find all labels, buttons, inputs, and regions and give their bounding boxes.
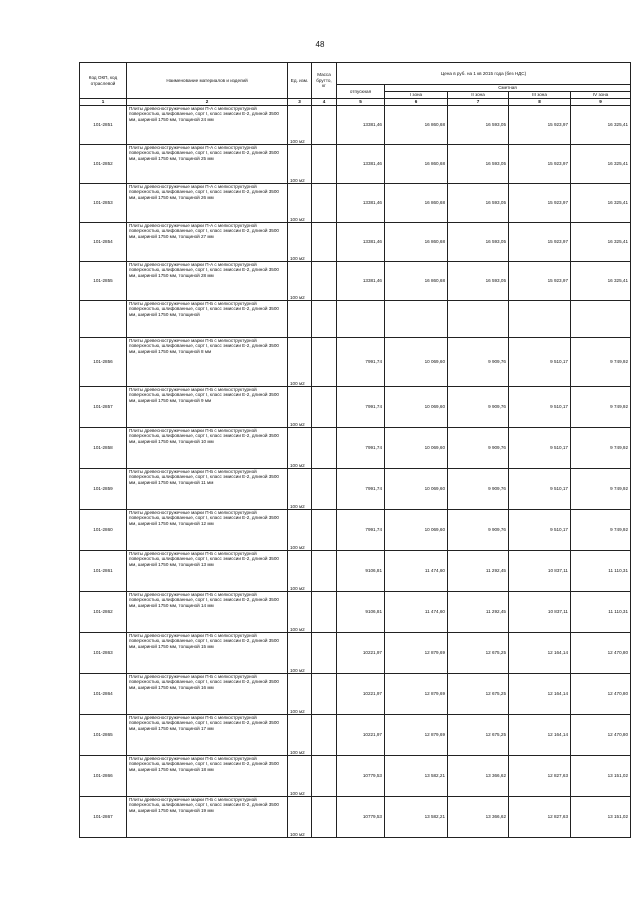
zone-1-price: 10 069,60 (385, 338, 448, 387)
unit-cell: 100 м2 (288, 756, 312, 797)
zone-3-price: 9 510,17 (509, 510, 571, 551)
column-number: 7 (448, 99, 509, 106)
header-zone-4: IV зона (571, 92, 631, 99)
product-code: 101-2863 (80, 633, 127, 674)
zone-3-price: 15 923,97 (509, 223, 571, 262)
product-code: 101-2860 (80, 510, 127, 551)
zone-1-price (385, 301, 448, 338)
release-price: 7991,74 (337, 510, 385, 551)
mass-cell (312, 510, 337, 551)
page-number: 48 (315, 40, 325, 49)
unit-cell: 100 м2 (288, 797, 312, 838)
release-price: 13381,46 (337, 106, 385, 145)
mass-cell (312, 756, 337, 797)
unit-cell: 100 м2 (288, 428, 312, 469)
release-price: 7991,74 (337, 428, 385, 469)
zone-2-price: 16 593,05 (448, 145, 509, 184)
zone-1-price: 13 582,21 (385, 797, 448, 838)
zone-2-price: 9 909,76 (448, 428, 509, 469)
zone-2-price: 16 593,05 (448, 106, 509, 145)
column-number: 6 (385, 99, 448, 106)
zone-3-price: 15 923,97 (509, 184, 571, 223)
zone-2-price: 16 593,05 (448, 184, 509, 223)
zone-2-price: 9 909,76 (448, 469, 509, 510)
zone-1-price: 10 069,60 (385, 469, 448, 510)
zone-3-price: 15 923,97 (509, 145, 571, 184)
release-price: 13381,46 (337, 262, 385, 301)
zone-4-price: 16 325,41 (571, 145, 631, 184)
product-name: Плиты древесностружечные марки П-Б с мелкоструктурной поверхностью, шлифованные, сорт I, класс эмиссии Е-2, длиной 3500 мм, шириной 1750 мм, толщиной 17 мм (127, 715, 288, 756)
mass-cell (312, 223, 337, 262)
zone-1-price: 12 879,69 (385, 674, 448, 715)
zone-1-price: 12 879,69 (385, 715, 448, 756)
header-zone-1: I зона (385, 92, 448, 99)
product-name: Плиты древесностружечные марки П-А с мелкоструктурной поверхностью, шлифованные, сорт I, класс эмиссии Е-2, длиной 3500 мм, шириной 1750 мм, толщиной 24 мм (127, 106, 288, 145)
mass-cell (312, 184, 337, 223)
price-table (79, 62, 631, 838)
product-code: 101-2857 (80, 387, 127, 428)
product-name: Плиты древесностружечные марки П-Б с мелкоструктурной поверхностью, шлифованные, сорт I, класс эмиссии Е-2, длиной 3500 мм, шириной 1750 мм, толщиной 14 мм (127, 592, 288, 633)
header-code: Код ОКП, код отраслевой (80, 63, 127, 99)
release-price: 13381,46 (337, 184, 385, 223)
zone-3-price: 12 164,14 (509, 633, 571, 674)
zone-2-price: 12 675,25 (448, 633, 509, 674)
product-code: 101-2858 (80, 428, 127, 469)
product-code: 101-2851 (80, 106, 127, 145)
column-number-row (80, 99, 631, 106)
unit-cell: 100 м2 (288, 184, 312, 223)
product-code: 101-2852 (80, 145, 127, 184)
unit-cell: 100 м2 (288, 592, 312, 633)
zone-3-price: 15 923,97 (509, 262, 571, 301)
table-row (80, 510, 631, 551)
zone-3-price (509, 301, 571, 338)
zone-1-price: 16 860,68 (385, 145, 448, 184)
zone-2-price: 11 292,45 (448, 551, 509, 592)
unit-cell: 100 м2 (288, 145, 312, 184)
product-name: Плиты древесностружечные марки П-Б с мелкоструктурной поверхностью, шлифованные, сорт I, класс эмиссии Е-2, длиной 3500 мм, шириной 1750 мм, толщиной 8 мм (127, 338, 288, 387)
unit-cell (288, 301, 312, 338)
zone-4-price: 16 325,41 (571, 184, 631, 223)
table-body (80, 106, 631, 838)
table-row (80, 223, 631, 262)
release-price: 10779,53 (337, 756, 385, 797)
mass-cell (312, 592, 337, 633)
column-number: 1 (80, 99, 127, 106)
table-row (80, 262, 631, 301)
table-row (80, 338, 631, 387)
release-price (337, 301, 385, 338)
product-name: Плиты древесностружечные марки П-Б с мелкоструктурной поверхностью, шлифованные, сорт I, класс эмиссии Е-2, длиной 3500 мм, шириной 1750 мм, толщиной 18 мм (127, 756, 288, 797)
product-name: Плиты древесностружечные марки П-А с мелкоструктурной поверхностью, шлифованные, сорт I, класс эмиссии Е-2, длиной 3500 мм, шириной 1750 мм, толщиной 27 мм (127, 223, 288, 262)
unit-cell: 100 м2 (288, 338, 312, 387)
zone-3-price: 12 827,63 (509, 797, 571, 838)
zone-2-price: 13 366,62 (448, 797, 509, 838)
zone-3-price: 12 164,14 (509, 674, 571, 715)
zone-3-price: 15 923,97 (509, 106, 571, 145)
unit-cell: 100 м2 (288, 106, 312, 145)
zone-2-price: 16 593,05 (448, 262, 509, 301)
column-number: 3 (288, 99, 312, 106)
table-header (80, 63, 631, 106)
header-price-group: Цена в руб. на 1 кв 2015 года (без НДС) (337, 63, 631, 85)
product-code: 101-2864 (80, 674, 127, 715)
zone-4-price: 16 325,41 (571, 106, 631, 145)
zone-2-price: 12 675,25 (448, 715, 509, 756)
product-code: 101-2861 (80, 551, 127, 592)
product-code: 101-2853 (80, 184, 127, 223)
release-price: 13381,46 (337, 223, 385, 262)
zone-4-price: 16 325,41 (571, 262, 631, 301)
header-unit: Ед. изм. (288, 63, 312, 99)
zone-2-price: 12 675,25 (448, 674, 509, 715)
table-row (80, 145, 631, 184)
zone-1-price: 11 474,60 (385, 551, 448, 592)
unit-cell: 100 м2 (288, 510, 312, 551)
column-number: 2 (127, 99, 288, 106)
unit-cell: 100 м2 (288, 387, 312, 428)
zone-4-price: 11 110,31 (571, 592, 631, 633)
release-price: 7991,74 (337, 469, 385, 510)
zone-3-price: 9 510,17 (509, 387, 571, 428)
product-name: Плиты древесностружечные марки П-Б с мелкоструктурной поверхностью, шлифованные, сорт I, класс эмиссии Е-2, длиной 3500 мм, шириной 1750 мм, толщиной 10 мм (127, 428, 288, 469)
zone-2-price: 16 593,05 (448, 223, 509, 262)
mass-cell (312, 106, 337, 145)
product-name: Плиты древесностружечные марки П-Б с мелкоструктурной поверхностью, шлифованные, сорт I, класс эмиссии Е-2, длиной 3500 мм, шириной 1750 мм, толщиной (127, 301, 288, 338)
product-name: Плиты древесностружечные марки П-Б с мелкоструктурной поверхностью, шлифованные, сорт I, класс эмиссии Е-2, длиной 3500 мм, шириной 1750 мм, толщиной 15 мм (127, 633, 288, 674)
product-name: Плиты древесностружечные марки П-А с мелкоструктурной поверхностью, шлифованные, сорт I, класс эмиссии Е-2, длиной 3500 мм, шириной 1750 мм, толщиной 26 мм (127, 184, 288, 223)
mass-cell (312, 338, 337, 387)
mass-cell (312, 301, 337, 338)
mass-cell (312, 428, 337, 469)
table-row (80, 301, 631, 338)
release-price: 13381,46 (337, 145, 385, 184)
unit-cell: 100 м2 (288, 674, 312, 715)
mass-cell (312, 145, 337, 184)
table-row (80, 674, 631, 715)
zone-3-price: 10 837,11 (509, 551, 571, 592)
zone-3-price: 12 827,63 (509, 756, 571, 797)
product-code: 101-2859 (80, 469, 127, 510)
zone-1-price: 12 879,69 (385, 633, 448, 674)
zone-1-price: 16 860,68 (385, 184, 448, 223)
zone-2-price: 13 366,62 (448, 756, 509, 797)
zone-3-price: 10 837,11 (509, 592, 571, 633)
zone-2-price (448, 301, 509, 338)
column-number: 4 (312, 99, 337, 106)
zone-4-price: 9 749,92 (571, 469, 631, 510)
table-row (80, 551, 631, 592)
product-code: 101-2866 (80, 756, 127, 797)
release-price: 7991,74 (337, 387, 385, 428)
zone-4-price: 9 749,92 (571, 387, 631, 428)
unit-cell: 100 м2 (288, 223, 312, 262)
unit-cell: 100 м2 (288, 715, 312, 756)
zone-1-price: 16 860,68 (385, 106, 448, 145)
unit-cell: 100 м2 (288, 633, 312, 674)
release-price: 9106,81 (337, 592, 385, 633)
zone-2-price: 9 909,76 (448, 510, 509, 551)
product-name: Плиты древесностружечные марки П-А с мелкоструктурной поверхностью, шлифованные, сорт I, класс эмиссии Е-2, длиной 3500 мм, шириной 1750 мм, толщиной 28 мм (127, 262, 288, 301)
product-code: 101-2862 (80, 592, 127, 633)
column-number: 9 (571, 99, 631, 106)
unit-cell: 100 м2 (288, 262, 312, 301)
zone-4-price: 12 470,80 (571, 715, 631, 756)
zone-4-price: 16 325,41 (571, 223, 631, 262)
unit-cell: 100 м2 (288, 469, 312, 510)
zone-4-price: 11 110,31 (571, 551, 631, 592)
product-code (80, 301, 127, 338)
mass-cell (312, 715, 337, 756)
mass-cell (312, 797, 337, 838)
mass-cell (312, 674, 337, 715)
header-release: отпускная (337, 85, 385, 99)
zone-4-price: 13 151,02 (571, 797, 631, 838)
unit-cell: 100 м2 (288, 551, 312, 592)
product-name: Плиты древесностружечные марки П-Б с мелкоструктурной поверхностью, шлифованные, сорт I, класс эмиссии Е-2, длиной 3500 мм, шириной 1750 мм, толщиной 13 мм (127, 551, 288, 592)
zone-1-price: 16 860,68 (385, 223, 448, 262)
zone-2-price: 9 909,76 (448, 387, 509, 428)
product-name: Плиты древесностружечные марки П-Б с мелкоструктурной поверхностью, шлифованные, сорт I, класс эмиссии Е-2, длиной 3500 мм, шириной 1750 мм, толщиной 12 мм (127, 510, 288, 551)
zone-3-price: 12 164,14 (509, 715, 571, 756)
release-price: 10221,97 (337, 633, 385, 674)
mass-cell (312, 262, 337, 301)
zone-2-price: 11 292,45 (448, 592, 509, 633)
mass-cell (312, 469, 337, 510)
table-row (80, 592, 631, 633)
zone-3-price: 9 510,17 (509, 469, 571, 510)
table-row (80, 469, 631, 510)
zone-1-price: 10 069,60 (385, 510, 448, 551)
product-code: 101-2867 (80, 797, 127, 838)
zone-4-price: 12 470,80 (571, 633, 631, 674)
zone-1-price: 11 474,60 (385, 592, 448, 633)
zone-4-price: 9 749,92 (571, 428, 631, 469)
release-price: 9106,81 (337, 551, 385, 592)
header-name: Наименование материалов и изделий (127, 63, 288, 99)
product-name: Плиты древесностружечные марки П-Б с мелкоструктурной поверхностью, шлифованные, сорт I, класс эмиссии Е-2, длиной 3500 мм, шириной 1750 мм, толщиной 11 мм (127, 469, 288, 510)
zone-1-price: 10 069,60 (385, 387, 448, 428)
release-price: 10221,97 (337, 674, 385, 715)
zone-1-price: 16 860,68 (385, 262, 448, 301)
product-name: Плиты древесностружечные марки П-Б с мелкоструктурной поверхностью, шлифованные, сорт I, класс эмиссии Е-2, длиной 3500 мм, шириной 1750 мм, толщиной 9 мм (127, 387, 288, 428)
release-price: 10779,53 (337, 797, 385, 838)
zone-1-price: 13 582,21 (385, 756, 448, 797)
zone-4-price (571, 301, 631, 338)
product-code: 101-2855 (80, 262, 127, 301)
zone-2-price: 9 909,76 (448, 338, 509, 387)
column-number: 5 (337, 99, 385, 106)
zone-4-price: 13 151,02 (571, 756, 631, 797)
column-number: 8 (509, 99, 571, 106)
table-row (80, 756, 631, 797)
zone-4-price: 12 470,80 (571, 674, 631, 715)
header-estimate: Сметная (385, 85, 631, 92)
table-row (80, 797, 631, 838)
release-price: 10221,97 (337, 715, 385, 756)
product-name: Плиты древесностружечные марки П-А с мелкоструктурной поверхностью, шлифованные, сорт I, класс эмиссии Е-2, длиной 3500 мм, шириной 1750 мм, толщиной 25 мм (127, 145, 288, 184)
product-name: Плиты древесностружечные марки П-Б с мелкоструктурной поверхностью, шлифованные, сорт I, класс эмиссии Е-2, длиной 3500 мм, шириной 1750 мм, толщиной 19 мм (127, 797, 288, 838)
product-code: 101-2865 (80, 715, 127, 756)
mass-cell (312, 633, 337, 674)
table-row (80, 428, 631, 469)
zone-3-price: 9 510,17 (509, 338, 571, 387)
table-row (80, 715, 631, 756)
header-zone-3: III зона (509, 92, 571, 99)
mass-cell (312, 551, 337, 592)
table-row (80, 387, 631, 428)
table-row (80, 184, 631, 223)
zone-4-price: 9 749,92 (571, 510, 631, 551)
product-code: 101-2856 (80, 338, 127, 387)
product-name: Плиты древесностружечные марки П-Б с мелкоструктурной поверхностью, шлифованные, сорт I, класс эмиссии Е-2, длиной 3500 мм, шириной 1750 мм, толщиной 16 мм (127, 674, 288, 715)
header-zone-2: II зона (448, 92, 509, 99)
mass-cell (312, 387, 337, 428)
zone-4-price: 9 749,92 (571, 338, 631, 387)
table-row (80, 633, 631, 674)
release-price: 7991,74 (337, 338, 385, 387)
zone-3-price: 9 510,17 (509, 428, 571, 469)
zone-1-price: 10 069,60 (385, 428, 448, 469)
header-mass: Масса брутто, кг (312, 63, 337, 99)
table-row (80, 106, 631, 145)
product-code: 101-2854 (80, 223, 127, 262)
